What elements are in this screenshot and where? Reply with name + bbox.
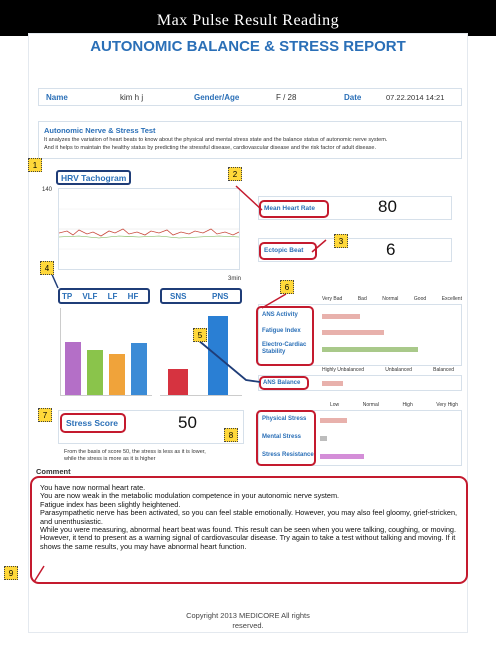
- ectopic-value: 6: [386, 240, 396, 259]
- intro-line-1: It analyzes the variation of heart beats to know about the physical and mental stress state and the balance status of autonomic nerve system.: [44, 137, 388, 143]
- mean-hr-label: Mean Heart Rate: [264, 205, 315, 212]
- comment-line-4: Parasympathetic nerve has been activated, so you can feel stable emotionally. However, you may also feel gloomy, grief-stricken, and unenthusiastic.: [40, 508, 458, 526]
- tachogram-ytop: 140: [42, 187, 53, 193]
- pns-label: PNS: [212, 292, 229, 301]
- balance-scale-0: Highly Unbalanced: [322, 367, 364, 373]
- comment-title: Comment: [36, 467, 71, 476]
- balance-scale-1: Unbalanced: [385, 367, 412, 373]
- name-label: Name: [46, 93, 68, 102]
- marker-3: 3: [334, 234, 348, 248]
- ectopic-label: Ectopic Beat: [264, 247, 304, 254]
- report-title: AUTONOMIC BALANCE & STRESS REPORT: [90, 38, 406, 55]
- stress-scale-3: Very High: [436, 402, 458, 408]
- gender-value: F / 28: [276, 93, 297, 102]
- banner-title: Max Pulse Result Reading: [156, 12, 340, 29]
- stress-scale-1: Normal: [362, 402, 379, 408]
- stress-note-2: while the stress is more as it is higher: [64, 456, 156, 462]
- arrow-5: [198, 340, 260, 382]
- arrow-3: [312, 240, 326, 252]
- mental-stress-label: Mental Stress: [262, 434, 302, 440]
- marker-6: 6: [280, 280, 294, 294]
- fatigue-index-label: Fatigue Index: [262, 328, 301, 334]
- arrow-2: [236, 186, 262, 210]
- ans-scale-4: Excellent: [441, 296, 462, 302]
- comment-line-5: While you were measuring, abnormal heart beat was found. This result can be seen when you were talking, coughing, or moving. However, it tend to present as a warning signal of cardiovascular disease. Try again to take a test without talking and moving. If it shows the same results, you may have abnormal heart function.: [40, 525, 457, 551]
- tachogram-xend: 3min: [228, 276, 242, 282]
- ans-scale-0: Very Bad: [322, 296, 343, 302]
- stress-note-1: From the basis of score 50, the stress is less as it is lower,: [64, 449, 206, 455]
- hf-label: HF: [127, 292, 139, 301]
- date-value: 07.22.2014 14:21: [386, 93, 445, 102]
- copyright-line-2: reserved.: [232, 621, 264, 630]
- gender-label: Gender/Age: [194, 93, 240, 102]
- marker-5: 5: [193, 328, 207, 342]
- stress-label: Stress Score: [66, 418, 118, 428]
- ans-scale-2: Normal: [382, 296, 399, 302]
- ans-scale-3: Good: [413, 296, 427, 302]
- comment-line-3: Fatigue index has been slightly heightened.: [40, 499, 181, 509]
- marker-2: 2: [228, 167, 242, 181]
- stress-value: 50: [178, 413, 197, 432]
- comment-line-2: You are now weak in the metabolic modulation competence in your autonomic nerve system.: [40, 491, 340, 501]
- copyright-line-1: Copyright 2013 MEDICORE All rights: [186, 611, 310, 620]
- arrow-9: [34, 566, 44, 582]
- lf-label: LF: [107, 292, 118, 301]
- marker-1: 1: [28, 158, 42, 172]
- stress-scale-2: High: [402, 402, 413, 408]
- marker-7: 7: [38, 408, 52, 422]
- mean-hr-value: 80: [378, 197, 397, 216]
- sns-label: SNS: [170, 292, 187, 301]
- tachogram-label: HRV Tachogram: [61, 173, 127, 183]
- balance-scale-2: Balanced: [433, 367, 454, 373]
- intro-line-2: And it helps to maintain the healthy status by predicting the stressful disease, cardiovascular disease and the risk factor of adult disease.: [44, 145, 377, 151]
- date-label: Date: [344, 93, 362, 102]
- stress-resistance-label: Stress Resistance: [262, 452, 314, 458]
- comment-line-1: You have now normal heart rate.: [40, 483, 146, 492]
- intro-title: Autonomic Nerve & Stress Test: [44, 126, 156, 135]
- tp-label: TP: [62, 292, 73, 301]
- ans-balance-label: ANS Balance: [263, 380, 301, 386]
- physical-stress-label: Physical Stress: [262, 416, 307, 422]
- ans-scale-1: Bad: [357, 296, 367, 302]
- vlf-label: VLF: [82, 292, 98, 301]
- stability-label: Electro-Cardiac Stability: [262, 342, 307, 355]
- arrow-6: [262, 294, 286, 308]
- name-value: kim h j: [120, 93, 144, 102]
- stress-scale-0: Low: [330, 402, 340, 408]
- marker-9: 9: [4, 566, 18, 580]
- marker-8: 8: [224, 428, 238, 442]
- marker-4: 4: [40, 261, 54, 275]
- ans-activity-label: ANS Activity: [262, 312, 298, 318]
